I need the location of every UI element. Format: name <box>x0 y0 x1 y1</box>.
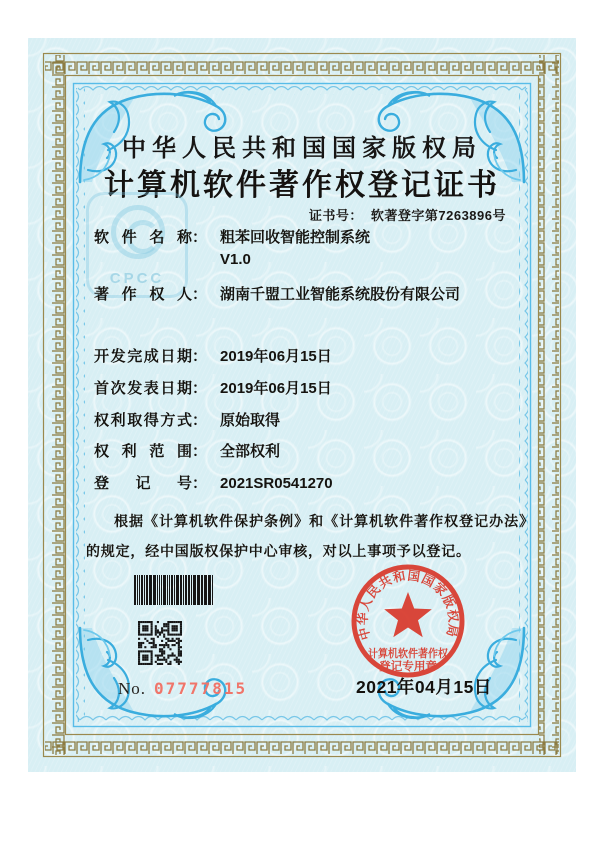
software-name: 粗苯回收智能控制系统 <box>220 229 371 246</box>
field-label: 开发完成日期 <box>94 348 192 365</box>
field-label: 权利范围 <box>94 443 192 460</box>
field-colon: ： <box>192 286 208 303</box>
seal-star-icon <box>384 592 432 637</box>
authority-title: 中华人民共和国国家版权局 <box>122 136 482 162</box>
field-label: 著作权人 <box>94 286 192 303</box>
software-version: V1.0 <box>220 251 251 268</box>
field-row-copyright-owner <box>94 285 460 305</box>
seal-line1: 计算机软件著作权 <box>368 648 456 660</box>
statement-paragraph: 根据《计算机软件保护条例》和《计算机软件著作权登记办法》的规定，经中国版权保护中心审核，对以上事项予以登记。 <box>86 513 534 559</box>
field-value: 2019年06月15日 <box>220 380 332 397</box>
barcode-icon <box>134 575 214 605</box>
cert-number-value: 软著登字第7263896号 <box>370 208 506 223</box>
seal-line2: 登记专用章 <box>379 661 437 673</box>
field-row-first-publish-date <box>94 379 332 399</box>
serial-line <box>118 679 247 699</box>
cert-number-line <box>309 205 506 224</box>
field-value: 湖南千盟工业智能系统股份有限公司 <box>220 286 461 303</box>
field-colon: ： <box>192 348 208 365</box>
field-row-software-name <box>94 228 370 270</box>
field-value: 原始取得 <box>220 412 281 429</box>
watermark-label: CPCC <box>109 270 165 287</box>
serial-number: 07777815 <box>154 679 248 698</box>
field-value <box>220 228 370 270</box>
field-row-registration-number <box>94 474 333 494</box>
field-label: 登记号 <box>94 475 192 492</box>
certificate-sheet <box>28 38 576 772</box>
field-value: 全部权利 <box>220 443 281 460</box>
field-colon: ： <box>192 380 208 397</box>
field-label: 首次发表日期 <box>94 380 192 397</box>
cert-number-label: 证书号： <box>308 208 363 223</box>
qr-code-icon <box>138 621 182 665</box>
field-value: 2021SR0541270 <box>220 475 333 492</box>
issue-date: 2021年04月15日 <box>356 677 492 697</box>
field-label: 权利取得方式 <box>94 412 192 429</box>
field-label: 软件名称 <box>94 229 192 246</box>
field-colon: ： <box>192 412 208 429</box>
field-row-rights-acquisition <box>94 411 280 431</box>
field-row-rights-scope <box>94 442 280 462</box>
field-row-dev-complete-date <box>94 347 332 367</box>
serial-label: No. <box>118 679 147 698</box>
certificate-title: 计算机软件著作权登记证书 <box>104 169 500 202</box>
seal-ring-text: 中华人民共和国国家版权局 <box>355 568 461 642</box>
field-colon: ： <box>192 475 208 492</box>
official-seal-icon <box>343 556 473 686</box>
field-value: 2019年06月15日 <box>220 348 332 365</box>
field-colon: ： <box>192 229 208 246</box>
field-colon: ： <box>192 443 208 460</box>
